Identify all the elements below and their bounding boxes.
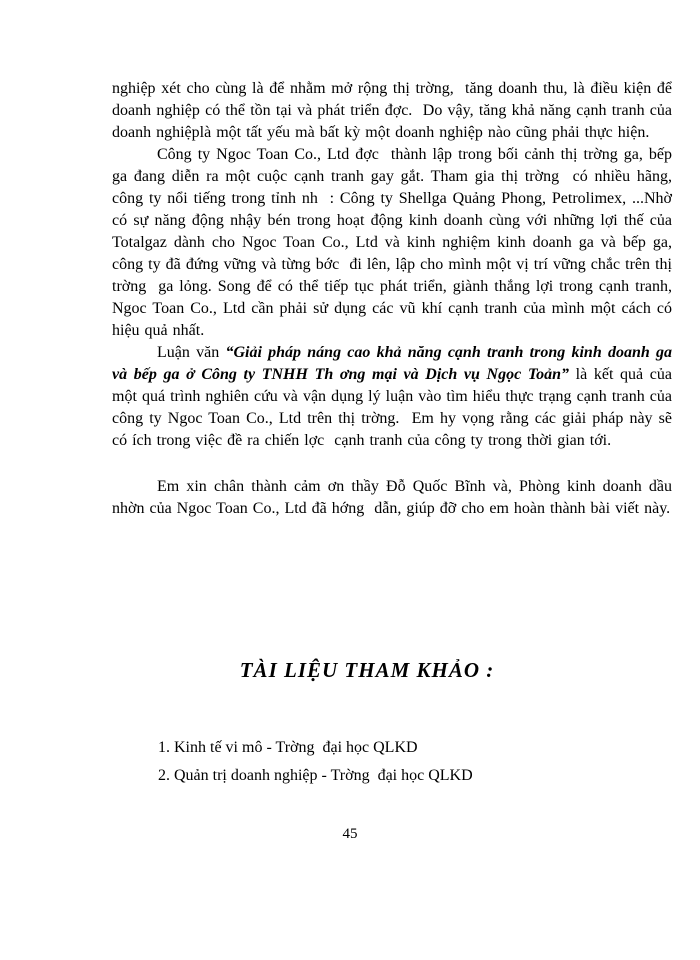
reference-number: 2. — [158, 767, 170, 784]
body-paragraph-acknowledgement: Em xin chân thành cảm ơn thầy Đỗ Quốc Bĩnh và, Phòng kinh doanh dầu nhờn của Ngoc Toan Co., Ltd đã hớng dẫn, giúp đỡ cho em hoàn thành bài viết này. — [112, 478, 672, 517]
references-list — [112, 734, 672, 790]
reference-item-2 — [158, 762, 672, 790]
reference-text: Quản trị doanh nghiệp - Trờng đại học QLKD — [174, 767, 473, 784]
reference-text: Kinh tế vi mô - Trờng đại học QLKD — [174, 739, 418, 756]
page-number: 45 — [342, 826, 358, 842]
thesis-title: “Giải pháp náng cao khả năng cạnh tranh trong kinh doanh ga và bếp ga ở Công ty TNHH Th ơng mại và Dịch vụ Ngọc Toản” — [112, 344, 672, 383]
body-paragraph-1: nghiệp xét cho cùng là để nhằm mở rộng thị trờng, tăng doanh thu, là điều kiện để doanh nghiệp có thể tồn tại và phát triển đợc. Do vậy, tăng khả năng cạnh tranh của doanh nghiệplà một tất yếu mà bất kỳ một doanh nghiệp nào cũng phải thực hiện. — [112, 80, 672, 141]
reference-number: 1. — [158, 739, 170, 756]
body-paragraph-3 — [112, 342, 672, 452]
reference-item-1 — [158, 734, 672, 762]
paragraph-text-before-title: Luận văn — [157, 344, 226, 361]
paragraph-text-after-title: là kết quả của một quá trình nghiên cứu và vận dụng lý luận vào tìm hiểu thực trạng cạnh tranh của công ty Ngoc Toan Co., Ltd trên thị trờng. Em hy vọng rằng các giải pháp này sẽ có ích trong việc đề ra chiến lợc cạnh tranh của công ty trong thời gian tới. — [112, 366, 672, 449]
references-heading: TÀI LIỆU THAM KHẢO : — [239, 658, 495, 682]
body-paragraph-2: Công ty Ngoc Toan Co., Ltd đợc thành lập trong bối cảnh thị trờng ga, bếp ga đang diễn ra một cuộc cạnh tranh gay gắt. Tham gia thị trờng có nhiều hãng, công ty nổi tiếng trong tỉnh nh : Công ty Shellga Quảng Phong, Petrolimex, ...Nhờ có sự năng động nhậy bén trong hoạt động kinh doanh cùng với những lợi thế của Totalgaz dành cho Ngoc Toan Co., Ltd và kinh nghiệm kinh doanh ga và bếp ga, công ty đã đứng vững và từng bớc đi lên, lập cho mình một vị trí vững chắc trên thị trờng ga lỏng. Song để có thể tiếp tục phát triển, giành thắng lợi trong cạnh tranh, Ngoc Toan Co., Ltd cần phải sử dụng các vũ khí cạnh tranh của mình một cách có hiệu quả nhất. — [112, 146, 672, 339]
